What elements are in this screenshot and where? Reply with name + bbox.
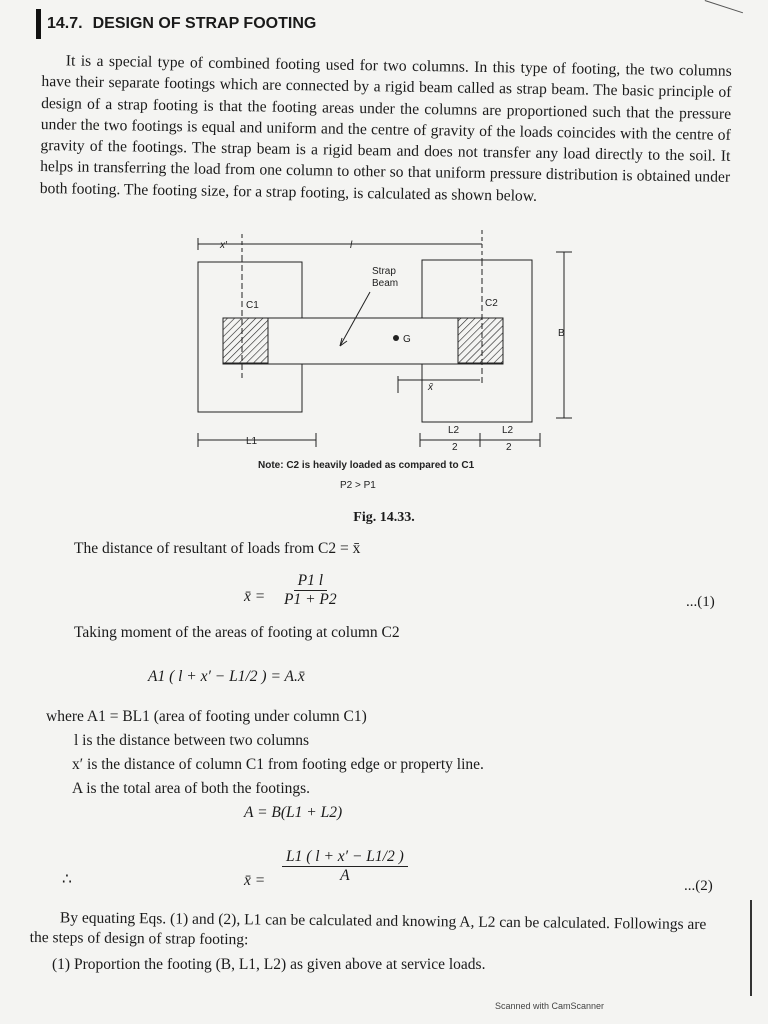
where-line-2: l is the distance between two columns bbox=[74, 732, 310, 749]
eq1-numerator: P1 l bbox=[294, 572, 327, 591]
cg-point bbox=[393, 335, 399, 341]
l2-half-right-num: L2 bbox=[502, 425, 514, 436]
g-label: G bbox=[403, 334, 411, 345]
figure-note-2: P2 > P1 bbox=[340, 480, 376, 491]
section-heading bbox=[36, 8, 316, 40]
intro-text: It is a special type of combined footing used for two columns. In this type of footing, the two columns have their separate footings which are connected by a rigid beam called as strap beam. The basic principle of design of a strap footing is that the footing areas under the columns are proportioned such that the pressure under the two footings is equal and uniform and the centre of gravity of the loads coincides with the centre of gravity of the footings. The strap beam is a rigid beam and does not transfer any load directly to the soil. It helps in transferring the load from one column to other so that uniform pressure distribution is obtained under both footing. The footing size, for a strap footing, is calculated as shown below. bbox=[39, 52, 732, 205]
scanner-watermark: Scanned with CamScanner bbox=[494, 1001, 604, 1011]
eq2-fraction bbox=[282, 848, 408, 885]
page-corner-mark bbox=[705, 0, 743, 13]
resultant-line: The distance of resultant of loads from C2 = x̄ bbox=[74, 540, 361, 557]
where-line-4: A is the total area of both the footings. bbox=[72, 780, 311, 797]
x-prime-label: x′ bbox=[220, 240, 227, 251]
c2-label: C2 bbox=[485, 298, 498, 309]
equating-paragraph: By equating Eqs. (1) and (2), L1 can be calculated and knowing A, L2 can be calculated. Followings are the steps of design of strap footing: bbox=[29, 909, 707, 949]
eq1-lhs: x̄ = bbox=[244, 588, 266, 605]
where-line-3: x′ is the distance of column C1 from footing edge or property line. bbox=[72, 756, 484, 773]
column-c2 bbox=[458, 318, 503, 363]
section-number: 14.7. bbox=[47, 15, 83, 32]
area-equation: A = B(L1 + L2) bbox=[244, 804, 343, 821]
section-title: DESIGN OF STRAP FOOTING bbox=[92, 15, 317, 32]
page-edge-rule bbox=[750, 900, 752, 996]
eq1-denominator: P1 + P2 bbox=[284, 591, 337, 608]
eq1-fraction bbox=[284, 572, 337, 609]
strap-label: Strap bbox=[372, 266, 396, 277]
eq1-number: ...(1) bbox=[686, 594, 715, 610]
heading-bar bbox=[36, 9, 41, 39]
l2-half-right-den: 2 bbox=[506, 442, 512, 453]
moment-equation: A1 ( l + x′ − L1/2 ) = A.x̄ bbox=[148, 668, 305, 685]
moment-line: Taking moment of the areas of footing at column C2 bbox=[74, 624, 400, 641]
therefore-symbol: ∴ bbox=[62, 871, 72, 888]
l2-half-left-num: L2 bbox=[448, 425, 460, 436]
where-line-1: where A1 = BL1 (area of footing under column C1) bbox=[46, 708, 367, 725]
column-c1 bbox=[223, 318, 268, 363]
figure-caption: Fig. 14.33. bbox=[353, 510, 415, 525]
l-label: l bbox=[350, 240, 353, 251]
eq2-number: ...(2) bbox=[684, 878, 713, 894]
strap-footing-figure bbox=[190, 228, 590, 498]
l2-half-left-den: 2 bbox=[452, 442, 458, 453]
eq2-lhs: x̄ = bbox=[244, 872, 266, 889]
xbar-label: x̄ bbox=[428, 382, 433, 393]
figure-note: Note: C2 is heavily loaded as compared to C1 bbox=[258, 460, 475, 471]
eq2-numerator: L1 ( l + x′ − L1/2 ) bbox=[282, 848, 408, 867]
beam-label: Beam bbox=[372, 278, 399, 289]
eq2-denominator: A bbox=[340, 867, 350, 884]
intro-paragraph bbox=[40, 50, 732, 210]
l1-label: L1 bbox=[246, 436, 258, 447]
step-1: (1) Proportion the footing (B, L1, L2) as given above at service loads. bbox=[52, 956, 486, 973]
c1-label: C1 bbox=[246, 300, 259, 311]
b-label: B bbox=[558, 328, 565, 339]
